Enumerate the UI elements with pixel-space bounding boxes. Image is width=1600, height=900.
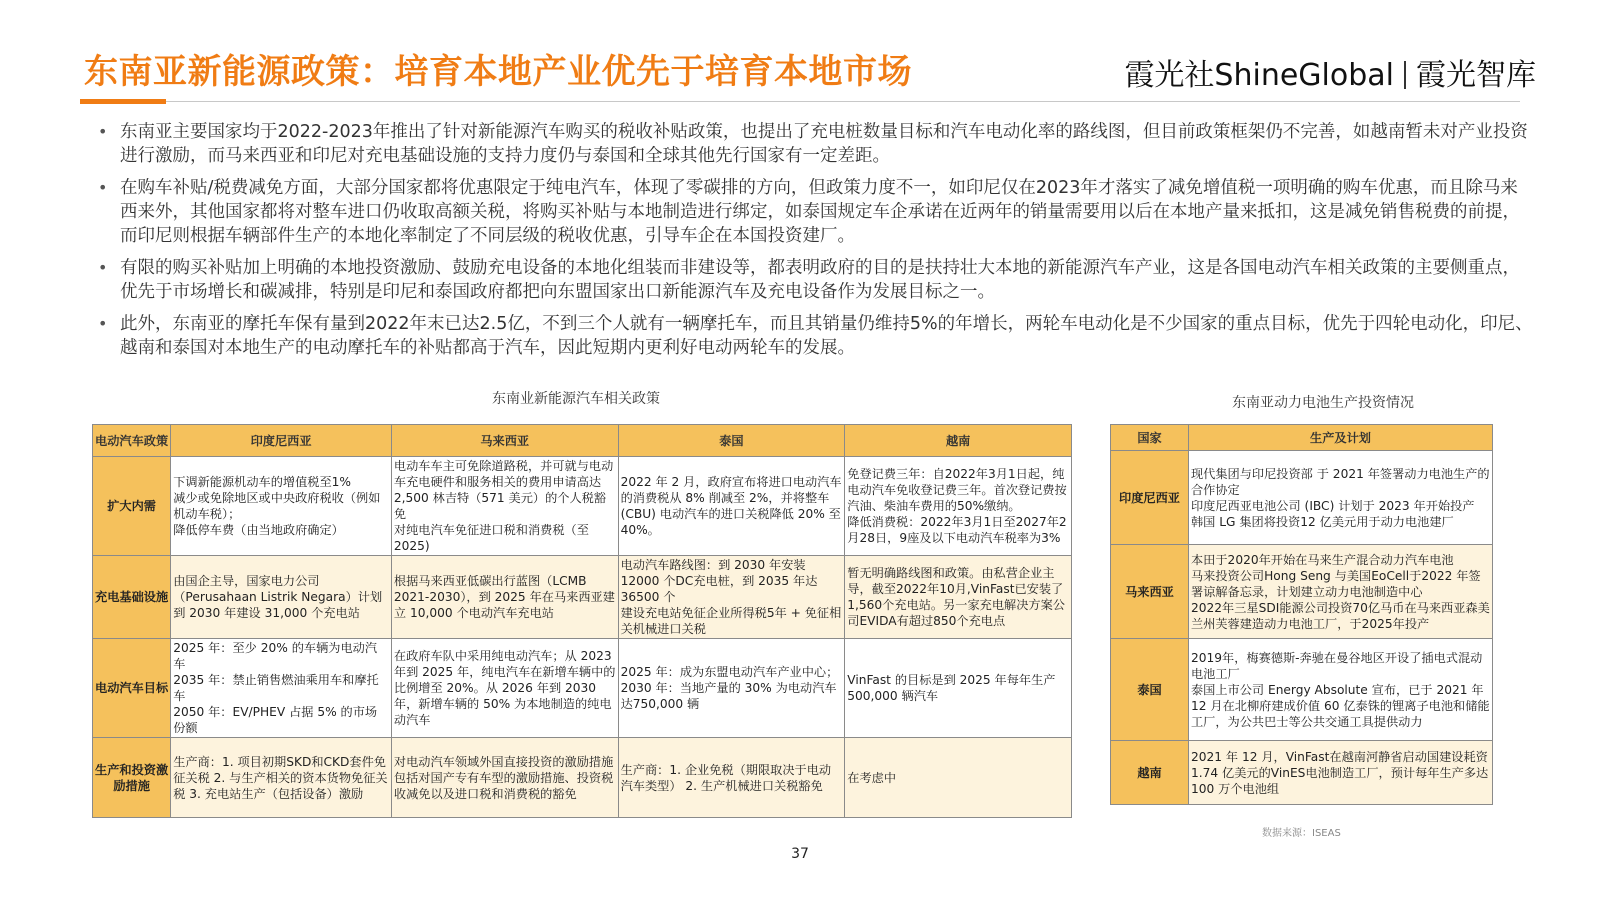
table-cell: 由国企主导，国家电力公司（Perusahaan Listrik Negara）计划到 2030 年建设 31,000 个充电站 <box>171 556 392 639</box>
row-header: 生产和投资激励措施 <box>93 738 171 818</box>
page-title: 东南亚新能源政策：培育本地产业优先于培育本地市场 <box>84 52 912 92</box>
table-row <box>93 639 1072 738</box>
bullet-item <box>94 120 1534 168</box>
col-header: 生产及计划 <box>1189 425 1493 451</box>
table-row <box>1111 639 1493 741</box>
table-cell: 对电动汽车领域外国直接投资的激励措施包括对国产专有车型的激励措施、投资税收减免以及进口税和消费税的豁免 <box>391 738 618 818</box>
table-cell: 下调新能源机动车的增值税至1% 减少或免除地区或中央政府税收（例如机动车税）； 降低停车费（由当地政府确定） <box>171 457 392 556</box>
bullet-text: 在购车补贴/税费减免方面，大部分国家都将优惠限定于纯电汽车，体现了零碳排的方向，但政策力度不一，如印尼仅在2023年才落实了减免增值税一项明确的购车优惠，而且除马来西来外，其他国家都将对整车进口仍收取高额关税，将购买补贴与本地制造进行绑定，如泰国规定车企承诺在近两年的销量需要用以后在本地产量来抵扣，这是减免销售税费的前提，而印尼则根据车辆部件生产的本地化率制定了不同层级的税收优惠，引导车企在本国投资建厂。 <box>120 178 1520 246</box>
bullet-text: 有限的购买补贴加上明确的本地投资激励、鼓励充电设备的本地化组装而非建设等，都表明政府的目的是扶持壮大本地的新能源汽车产业，这是各国电动汽车相关政策的主要侧重点，优先于市场增长和碳减排，特别是印尼和泰国政府都把向东盟国家出口新能源汽车及充电设备作为发展目标之一。 <box>120 258 1520 302</box>
page-number: 37 <box>791 846 809 862</box>
header-rule <box>80 101 1520 102</box>
brand-logo <box>1124 50 1536 94</box>
bullet-item <box>94 176 1534 248</box>
battery-table-caption: 东南亚动力电池生产投资情况 <box>1232 395 1414 411</box>
bullet-item <box>94 312 1534 360</box>
table-cell: VinFast 的目标是到 2025 年每年生产 500,000 辆汽车 <box>845 639 1072 738</box>
row-header: 马来西亚 <box>1111 545 1189 639</box>
col-header: 泰国 <box>618 425 845 457</box>
logo-think-tank: 霞光智库 <box>1416 58 1536 93</box>
table-row <box>1111 451 1493 545</box>
table-cell: 在政府车队中采用纯电动汽车；从 2023 年到 2025 年，纯电汽车在新增车辆中的比例增至 20%。从 2026 年到 2030 年，新增车辆的 50% 为本地制造的纯电动汽车 <box>391 639 618 738</box>
table-cell: 免登记费三年：自2022年3月1日起，纯电动汽车免收登记费三年。首次登记费按汽油、柴油车费用的50%缴纳。 降低消费税：2022年3月1日至2027年2月28日，9座及以下电动汽车税率为3% <box>845 457 1072 556</box>
logo-divider <box>1404 61 1406 89</box>
table-row <box>93 556 1072 639</box>
bullet-dot-icon: • <box>98 314 108 333</box>
policy-table <box>92 424 1072 818</box>
policy-table-header <box>93 425 1072 457</box>
bullet-text: 此外，东南亚的摩托车保有量到2022年末已达2.5亿，不到三个人就有一辆摩托车，而且其销量仍维持5%的年增长，两轮车电动化是不少国家的重点目标，优先于四轮电动化，印尼、越南和泰国对本地生产的电动摩托车的补贴都高于汽车，因此短期内更利好电动两轮车的发展。 <box>120 314 1533 358</box>
table-cell: 2021 年 12 月，VinFast在越南河静省启动国建设耗资 1.74 亿美元的VinES电池制造工厂，预计每年生产多达 100 万个电池组 <box>1189 741 1493 805</box>
col-header: 电动汽车政策 <box>93 425 171 457</box>
summary-bullets <box>94 120 1534 368</box>
row-header: 充电基础设施 <box>93 556 171 639</box>
col-header: 越南 <box>845 425 1072 457</box>
table-row <box>1111 741 1493 805</box>
table-row <box>93 457 1072 556</box>
col-header: 印度尼西亚 <box>171 425 392 457</box>
col-header: 国家 <box>1111 425 1189 451</box>
table-cell: 根据马来西亚低碳出行蓝图（LCMB 2021-2030），到 2025 年在马来西亚建立 10,000 个电动汽车充电站 <box>391 556 618 639</box>
table-cell: 生产商：1. 企业免税（期限取决于电动汽车类型） 2. 生产机械进口关税豁免 <box>618 738 845 818</box>
logo-shineglobal: 霞光社ShineGlobal <box>1124 58 1394 93</box>
table-cell: 暂无明确路线图和政策。由私营企业主导，截至2022年10月,VinFast已安装了1,560个充电站。另一家充电解决方案公司EVIDA有超过850个充电点 <box>845 556 1072 639</box>
battery-table <box>1110 424 1493 805</box>
col-header: 马来西亚 <box>391 425 618 457</box>
header-rule-accent <box>80 99 166 104</box>
table-cell: 2019年，梅赛德斯-奔驰在曼谷地区开设了插电式混动电池工厂 泰国上市公司 Energy Absolute 宣布，已于 2021 年 12 月在北柳府建成价值 60 亿泰铢的锂离子电池和储能工厂，为公共巴士等公共交通工具提供动力 <box>1189 639 1493 741</box>
bullet-item <box>94 256 1534 304</box>
policy-table-caption: 东南业新能源汽车相关政策 <box>492 391 660 407</box>
row-header: 越南 <box>1111 741 1189 805</box>
row-header: 扩大内需 <box>93 457 171 556</box>
row-header: 电动汽车目标 <box>93 639 171 738</box>
row-header: 印度尼西亚 <box>1111 451 1189 545</box>
table-row <box>93 738 1072 818</box>
source-note: 数据来源：ISEAS <box>1262 828 1341 839</box>
bullet-dot-icon: • <box>98 178 108 197</box>
bullet-dot-icon: • <box>98 122 108 141</box>
table-row <box>1111 545 1493 639</box>
table-cell: 现代集团与印尼投资部 于 2021 年签署动力电池生产的合作协定 印度尼西亚电池公司 (IBC) 计划于 2023 年开始投产 韩国 LG 集团将投资12 亿美元用于动力电池建厂 <box>1189 451 1493 545</box>
table-cell: 本田于2020年开始在马来生产混合动力汽车电池 马来投资公司Hong Seng 与美国EoCell于2022 年签署谅解备忘录，计划建立动力电池制造中心 2022年三星SDI能源公司投资70亿马币在马来西亚森美兰州芙蓉建造动力电池工厂，于2025年投产 <box>1189 545 1493 639</box>
table-cell: 2025 年：至少 20% 的车辆为电动汽车 2035 年：禁止销售燃油乘用车和摩托车 2050 年：EV/PHEV 占据 5% 的市场份额 <box>171 639 392 738</box>
table-cell: 电动汽车路线图：到 2030 年安装 12000 个DC充电桩，到 2035 年达 36500 个 建设充电站免征企业所得税5年 + 免征相关机械进口关税 <box>618 556 845 639</box>
table-cell: 2022 年 2 月，政府宣布将进口电动汽车的消费税从 8% 削减至 2%，并将整车 (CBU) 电动汽车的进口关税降低 20% 至 40%。 <box>618 457 845 556</box>
bullet-text: 东南亚主要国家均于2022-2023年推出了针对新能源汽车购买的税收补贴政策，也提出了充电桩数量目标和汽车电动化率的路线图，但目前政策框架仍不完善，如越南暂未对产业投资进行激励，而马来西亚和印尼对充电基础设施的支持力度仍与泰国和全球其他先行国家有一定差距。 <box>120 122 1528 166</box>
table-cell: 在考虑中 <box>845 738 1072 818</box>
battery-table-header <box>1111 425 1493 451</box>
bullet-dot-icon: • <box>98 258 108 277</box>
table-cell: 电动车车主可免除道路税，并可就与电动车充电硬件和服务相关的费用申请高达 2,500 林吉特（571 美元）的个人税豁免 对纯电汽车免征进口税和消费税（至 2025) <box>391 457 618 556</box>
row-header: 泰国 <box>1111 639 1189 741</box>
table-cell: 生产商：1. 项目初期SKD和CKD套件免征关税 2. 与生产相关的资本货物免征关税 3. 充电站生产（包括设备）激励 <box>171 738 392 818</box>
table-cell: 2025 年：成为东盟电动汽车产业中心；2030 年：当地产量的 30% 为电动汽车达750,000 辆 <box>618 639 845 738</box>
